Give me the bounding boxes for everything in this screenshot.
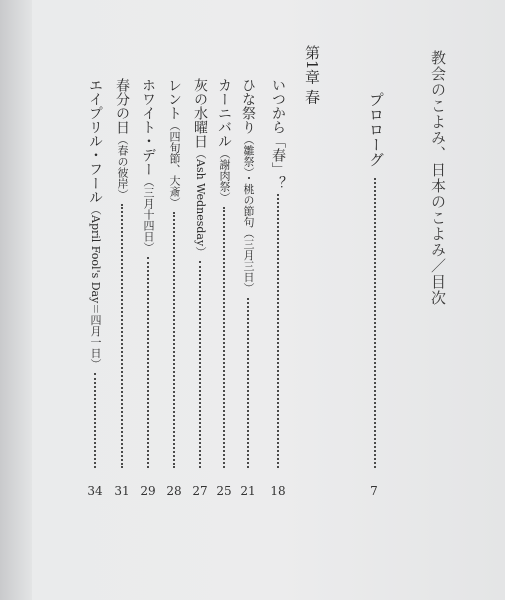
toc-entry-text (87, 78, 103, 369)
toc-entry-title: カーニバル (216, 78, 232, 148)
toc-header: 教会のこよみ、日本のこよみ／目次 (429, 50, 447, 306)
toc-entry-title: ひな祭り (240, 78, 256, 134)
toc-entry-subtitle: （Ash Wednesday） (194, 148, 207, 258)
toc-entry-title: ホワイト・デー (140, 78, 156, 176)
prologue-title: プロローグ (367, 92, 385, 167)
toc-leader-dots (223, 207, 225, 468)
toc-entry-subtitle: （春の彼岸） (116, 134, 129, 200)
toc-leader-dots (277, 194, 279, 468)
toc-entry-title: エイプリル・フール (87, 78, 103, 204)
toc-entry-subtitle: （三月十四日） (142, 176, 155, 253)
toc-entry-text (240, 78, 256, 294)
toc-entry-text (166, 78, 182, 208)
toc-entry-title: 灰の水曜日 (192, 78, 208, 148)
toc-leader-dots (121, 204, 123, 468)
toc-leader-dots (94, 373, 96, 468)
toc-entry-text (192, 78, 208, 257)
toc-page-number: 31 (114, 484, 130, 498)
toc-page-number: 27 (192, 484, 208, 498)
toc-entry-subtitle: （謝肉祭） (218, 148, 231, 203)
toc-page-number: 21 (240, 484, 256, 498)
toc-leader-dots (247, 298, 249, 468)
toc-leader-dots (173, 212, 175, 468)
toc-page-number: 29 (140, 484, 156, 498)
toc-entry-subtitle: （四旬節、大斎） (168, 120, 181, 208)
chapter-heading: 第1章 春 (303, 45, 321, 105)
toc-page-number: 34 (87, 484, 103, 498)
toc-leader-dots (147, 257, 149, 468)
toc-entry-subtitle: （April Fool's Day＝四月一日） (89, 204, 102, 370)
toc-entry-text (216, 78, 232, 203)
toc-entry-title: いつから「春」？ (270, 78, 286, 190)
toc-page-number: 28 (166, 484, 182, 498)
toc-page-number: 18 (270, 484, 286, 498)
prologue-page-number: 7 (370, 484, 378, 498)
toc-entry-text (114, 78, 130, 200)
toc-leader-dots (199, 261, 201, 468)
toc-page-number: 25 (216, 484, 232, 498)
toc-entry-title: レント (166, 78, 182, 120)
prologue-leader-dots (374, 178, 376, 468)
toc-entry-text (140, 78, 156, 253)
toc-entry-title: 春分の日 (114, 78, 130, 134)
toc-entry-text (270, 78, 286, 190)
toc-entry-subtitle: （雛祭）・桃の節句（三月三日） (242, 134, 255, 294)
